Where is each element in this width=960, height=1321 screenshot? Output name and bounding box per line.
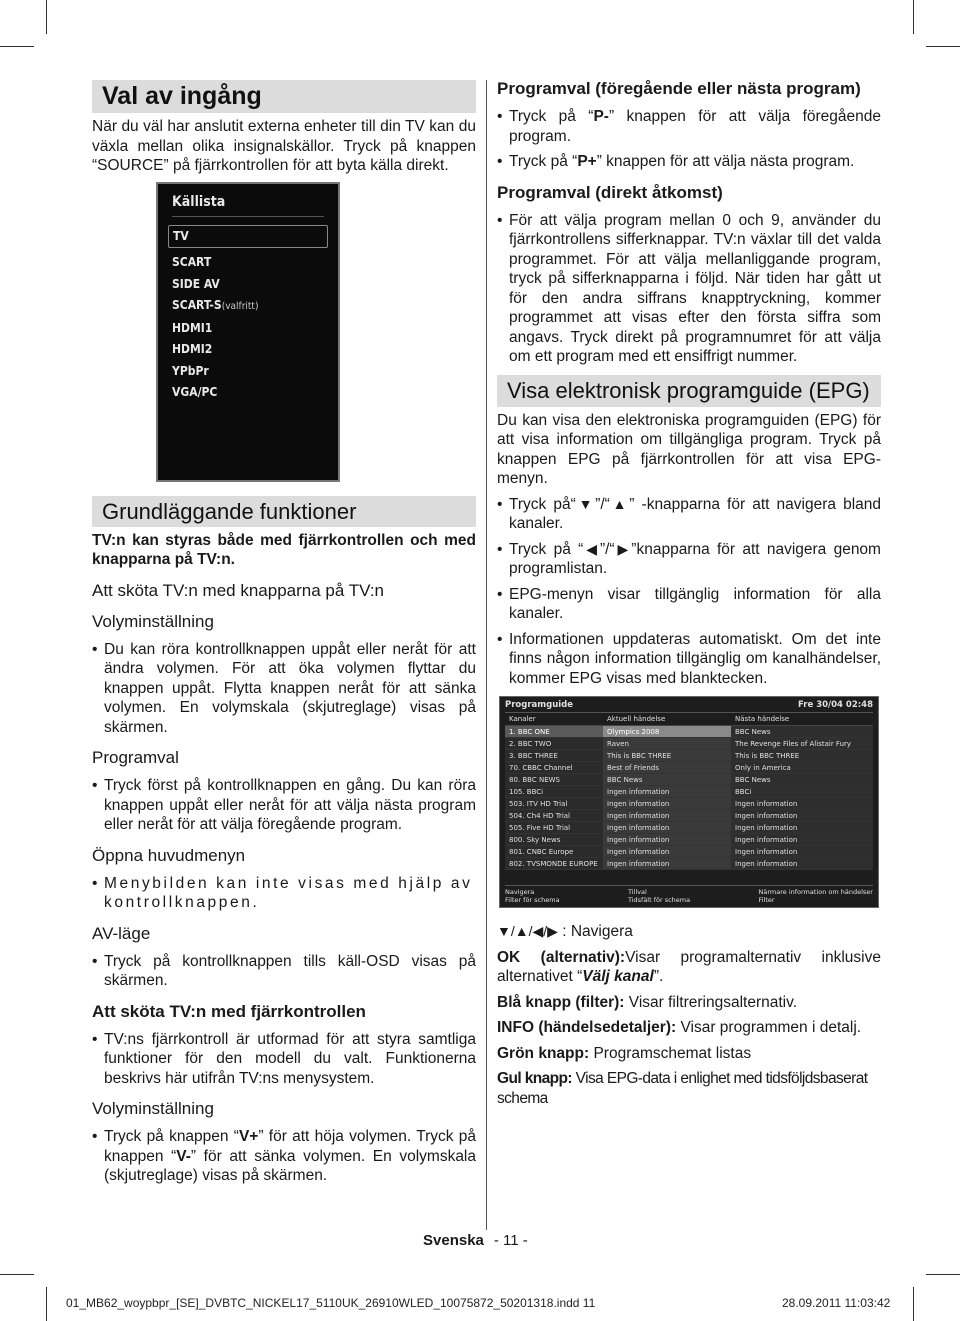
footer-text: Navigera (505, 888, 535, 896)
footer-text: Filter (758, 896, 775, 904)
program-item: • Tryck först på kontrollknappen en gång. Du kan röra knappen uppåt eller neråt för att välja nästa program eller neråt för att välja föregående program. (92, 776, 476, 835)
remote-item: • TV:ns fjärrkontroll är utformad för att styra samtliga funktioner för den modell du valt. Funktionerna beskrivs här utifrån TV:ns menysystem. (92, 1030, 476, 1089)
key-green: Grön knapp: (497, 1044, 590, 1062)
guide-title: Programguide (505, 700, 574, 710)
guide-channel: 80. BBC NEWS (505, 774, 603, 785)
prev-item (497, 107, 881, 146)
col-current: Aktuell händelse (607, 715, 666, 723)
epg-item-channels (497, 495, 881, 534)
column-divider (486, 80, 487, 1230)
down-arrow-icon: ▼ (575, 495, 596, 512)
crop-mark (46, 0, 47, 34)
key-blue: Blå knapp (filter): (497, 993, 625, 1011)
footer-info (759, 888, 873, 904)
guide-header (505, 700, 873, 713)
guide-current-event: BBC News (603, 774, 731, 785)
program-guide-screenshot (499, 696, 879, 908)
key-vplus: V+ (238, 1128, 259, 1145)
footer-ok (628, 888, 690, 904)
text-italic: Välj kanal (582, 968, 654, 985)
right-arrow-icon: ▶ (614, 540, 632, 557)
key-yellow: Gul knapp: (497, 1070, 572, 1087)
guide-channel: 2. BBC TWO (505, 738, 603, 749)
footer-text: Filter för schema (505, 896, 560, 904)
guide-row (505, 786, 873, 798)
text: ” knappen för att välja nästa program. (596, 153, 855, 170)
guide-next-event: Ingen information (731, 822, 873, 833)
guide-row (505, 858, 873, 870)
key-pminus: P- (593, 108, 609, 125)
epg-item-info: • EPG-menyn visar tillgänglig information för alla kanaler. (497, 585, 881, 624)
guide-footer (505, 885, 873, 904)
text: Visar programalternativ inklusive alternativet “ (497, 948, 881, 985)
heading-tv-buttons: Att sköta TV:n med knapparna på TV:n (92, 580, 385, 600)
epg-item-list (497, 540, 881, 579)
col-channels: Kanaler (509, 715, 536, 723)
menu-item: • Menybilden kan inte visas med hjälp av kontrollknappen. (92, 874, 476, 913)
crop-mark (913, 0, 914, 34)
input-select-text: När du väl har anslutit externa enheter till din TV kan du växla mellan olika insignalskällor. Tryck på knappen “SOURCE” på fjärrkontrollen för att byta källa direkt. (92, 118, 476, 174)
source-item-tv: TV (168, 225, 328, 249)
source-item-hdmi1: HDMI1 (172, 320, 213, 335)
guide-channel: 504. Ch4 HD Trial (505, 810, 603, 821)
key-pplus: P+ (577, 153, 597, 170)
text: Visa EPG-data i enlighet med tidsföljdsbaserat schema (497, 1070, 868, 1107)
guide-next-event: BBC News (731, 726, 873, 737)
guide-next-event: BBC News (731, 774, 873, 785)
guide-current-event: Ingen information (603, 810, 731, 821)
guide-columns (505, 713, 873, 726)
guide-next-event: Ingen information (731, 810, 873, 821)
text: Visar filtreringsalternativ. (624, 993, 798, 1011)
guide-channel: 505. Five HD Trial (505, 822, 603, 833)
guide-next-event: Ingen information (731, 858, 873, 869)
guide-channel: 70. CBBC Channel (505, 762, 603, 773)
text: Tryck på “ (509, 153, 578, 170)
crop-mark (913, 1287, 914, 1321)
guide-current-event: Ingen information (603, 786, 731, 797)
key-ok: OK (alternativ): (497, 948, 626, 966)
key-vminus: V- (176, 1147, 191, 1165)
up-arrow-icon: ▲ (609, 495, 630, 512)
guide-channel: 802. TVSMONDE EUROPE (505, 858, 603, 869)
guide-current-event: Ingen information (603, 846, 731, 857)
guide-next-event: Ingen information (731, 834, 873, 845)
guide-row (505, 738, 873, 750)
text: Tryck på “ (509, 108, 594, 125)
text: Visar programmen i detalj. (676, 1019, 862, 1036)
guide-current-event: Ingen information (603, 834, 731, 845)
source-list-screenshot (156, 182, 340, 482)
page-footer (423, 1232, 528, 1249)
text: ” för att sänka volymen. En volymskala (skjutreglage) visas på skärmen. (104, 1147, 476, 1184)
guide-current-event: Ingen information (603, 798, 731, 809)
guide-next-event: BBCi (731, 786, 873, 797)
text: ” -knapparna för att navigera bland kanaler. (509, 495, 881, 532)
text: Tryck på“ (509, 495, 576, 513)
heading-volume-remote: Volyminställning (92, 1099, 214, 1118)
heading-prev-next: Programval (föregående eller nästa program) (497, 79, 861, 98)
heading-direct: Programval (direkt åtkomst) (497, 182, 723, 202)
footer-language: Svenska (423, 1232, 484, 1249)
col-next: Nästa händelse (735, 715, 790, 723)
heading-av-mode: AV-läge (92, 923, 151, 943)
heading-program: Programval (92, 748, 179, 767)
guide-row (505, 798, 873, 810)
text: ”/“ (595, 495, 610, 513)
source-item-scart-s-label: SCART-S (172, 298, 222, 312)
heading-volume: Volyminställning (92, 611, 214, 631)
basic-intro: TV:n kan styras både med fjärrkontrollen och med knapparna på TV:n. (92, 531, 476, 568)
text: ”. (653, 968, 664, 985)
footer-nav (505, 888, 560, 904)
guide-next-event: Ingen information (731, 798, 873, 809)
crop-mark (0, 1274, 34, 1275)
text: ”/“ (599, 540, 615, 558)
source-item-side-av: SIDE AV (172, 276, 220, 291)
source-list-title: Källista (172, 194, 324, 217)
text: ” knappen för att välja föregående program. (509, 108, 882, 145)
section-title-basic: Grundläggande funktioner (92, 496, 476, 527)
section-title-epg: Visa elektronisk programguide (EPG) (497, 375, 881, 407)
guide-row (505, 834, 873, 846)
av-item: • Tryck på kontrollknappen tills käll-OSD visas på skärmen. (92, 952, 476, 991)
next-item (497, 152, 881, 172)
guide-row (505, 762, 873, 774)
guide-rows (505, 726, 873, 870)
crop-mark (926, 1274, 960, 1275)
guide-row (505, 822, 873, 834)
source-item-vga-pc: VGA/PC (172, 385, 218, 399)
heading-remote: Att sköta TV:n med fjärrkontrollen (92, 1001, 366, 1021)
section-title-input-select: Val av ingång (92, 80, 476, 113)
footer-text: Tillval (627, 888, 647, 896)
guide-row (505, 774, 873, 786)
text: ” för att höja volymen. Tryck på knappen “ (104, 1128, 476, 1165)
guide-next-event: Only in America (731, 762, 873, 773)
guide-channel: 3. BBC THREE (505, 750, 603, 761)
guide-row (505, 810, 873, 822)
crop-mark (926, 46, 960, 47)
guide-current-event: Ingen information (603, 822, 731, 833)
guide-current-event: Olympics 2008 (603, 726, 731, 737)
volume-remote-item (92, 1127, 476, 1186)
key-info: INFO (händelsedetaljer): (497, 1019, 677, 1036)
imprint-date: 28.09.2011 11:03:42 (782, 1296, 891, 1310)
guide-current-event: Best of Friends (603, 762, 731, 773)
source-item-scart-s (172, 295, 324, 318)
blue-legend (497, 993, 881, 1013)
page-number: - 11 - (493, 1232, 528, 1249)
guide-channel: 503. ITV HD Trial (505, 798, 603, 809)
nav-arrows-icon: ▼/▲/◀/▶ (497, 923, 558, 939)
guide-channel: 105. BBCi (505, 786, 603, 797)
source-item-scart: SCART (172, 255, 212, 269)
epg-text: Du kan visa den elektroniska programguiden (EPG) för att visa information om tillgängliga program. Tryck på knappen EPG på fjärrkontrollen för att visa EPG-menyn. (497, 411, 881, 487)
optional-note: (valfritt) (221, 301, 259, 312)
text: Tryck på knappen “ (104, 1128, 239, 1145)
crop-mark (46, 1287, 47, 1321)
footer-text: Tidsfält för schema (627, 896, 691, 904)
left-column (92, 80, 476, 1192)
nav-legend (497, 922, 881, 942)
info-legend (497, 1018, 881, 1038)
guide-current-event: Raven (603, 738, 731, 749)
right-column (497, 80, 881, 1114)
text: ”knapparna för att navigera genom programlistan. (509, 540, 881, 577)
ok-legend (497, 948, 881, 987)
guide-date: Fre 30/04 02:48 (798, 700, 873, 710)
guide-current-event: Ingen information (603, 858, 731, 869)
heading-main-menu: Öppna huvudmenyn (92, 845, 246, 865)
source-item-hdmi2: HDMI2 (172, 342, 213, 356)
imprint-file: 01_MB62_woypbpr_[SE]_DVBTC_NICKEL17_5110UK_26910WLED_10075872_50201318.indd 11 (66, 1296, 596, 1310)
source-item-ypbpr: YPbPr (172, 363, 209, 378)
guide-row (505, 726, 873, 738)
crop-mark (0, 46, 34, 47)
text: : Navigera (562, 923, 633, 940)
left-arrow-icon: ◀ (583, 540, 600, 557)
epg-item-update: • Informationen uppdateras automatiskt. Om det inte finns någon information tillgänglig om kanalhändelser, kommer EPG visas med blanktecken. (497, 630, 881, 689)
yellow-legend (497, 1069, 881, 1108)
guide-channel: 800. Sky News (505, 834, 603, 845)
guide-channel: 1. BBC ONE (505, 726, 603, 737)
footer-text: Närmare information om händelser (758, 888, 873, 896)
guide-current-event: This is BBC THREE (603, 750, 731, 761)
guide-next-event: The Revenge Files of Alistair Fury (731, 738, 873, 749)
guide-row (505, 846, 873, 858)
volume-item: • Du kan röra kontrollknappen uppåt eller neråt för att ändra volymen. För att öka volymen flyttar du knappen uppåt. Flytta knappen neråt för att sänka volymen. En volymskala (skjutreglage) visas på skärmen. (92, 640, 476, 738)
green-legend (497, 1044, 881, 1064)
text: Programschemat listas (589, 1044, 752, 1062)
guide-next-event: This is BBC THREE (731, 750, 873, 761)
guide-row (505, 750, 873, 762)
guide-channel: 801. CNBC Europe (505, 846, 603, 857)
guide-next-event: Ingen information (731, 846, 873, 857)
text: Tryck på “ (509, 540, 584, 558)
direct-item: • För att välja program mellan 0 och 9, använder du fjärrkontrollens sifferknappar. TV:n växlar till det valda programmet. För att välja mellanliggande program, tryck på sifferknapparna i följd. När tiden har gått ut för den andra siffrans knapptryckning, kommer programmet att visas efter den första siffra som angavs. Tryck direkt på programnumret för att välja om ett program med ett ensiffrigt nummer. (497, 211, 881, 367)
